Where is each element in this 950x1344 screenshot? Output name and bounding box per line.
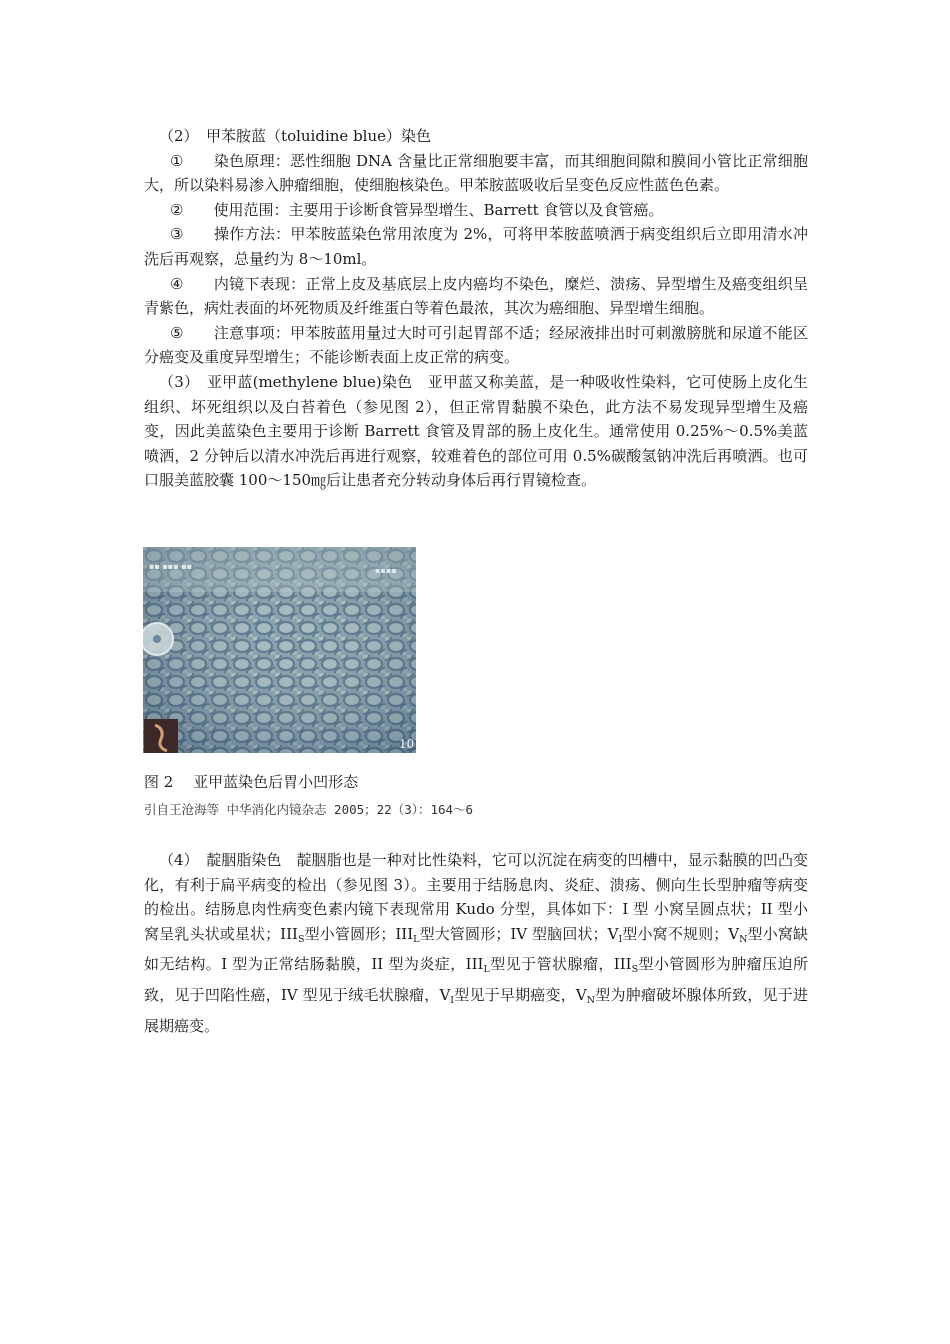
item-text: 使用范围：主要用于诊断食管异型增生、Barrett 食管以及食管癌。 — [213, 200, 664, 219]
list-item — [144, 272, 808, 321]
section-methylene-blue: （3） 亚甲蓝(methylene blue)染色 亚甲蓝又称美蓝，是一种吸收性染料，它可使肠上皮化生组织、坏死组织以及白苔着色（参见图 2），但正常胃黏膜不染色，此方法不易发现异型增生及癌变，因此美蓝染色主要用于诊断 Barrett 食管及胃部的肠上皮化生。通常使用 0.25%～0.5%美蓝喷洒，2 分钟后以清水冲洗后再进行观察，较难着色的部位可用 0.5%碳酸氢钠冲洗后再喷洒。也可口服美蓝胶囊 100～150㎎后让患者充分转动身体后再行胃镜检查。 — [144, 372, 808, 490]
svg-text:▪▪▪▪: ▪▪▪▪ — [375, 566, 397, 575]
item-number: ⑤ — [170, 323, 184, 342]
text-run: 型小窝缺如无结构。I 型为正常结肠黏膜，II 型为炎症，III — [144, 924, 808, 974]
subscript: S — [631, 964, 639, 976]
gastric-mucosa-picture — [143, 547, 416, 753]
text-run: 型小管圆形；III — [304, 924, 414, 943]
item-number: ④ — [170, 274, 184, 293]
section-heading: （2） 甲苯胺蓝（toluidine blue）染色 — [159, 127, 432, 145]
endoscopy-image — [143, 547, 416, 753]
subscript: I — [618, 933, 623, 945]
item-text: 操作方法：甲苯胺蓝染色常用浓度为 2%，可将甲苯胺蓝喷洒于病变组织后立即用清水冲洗后再观察，总量约为 8～10ml。 — [144, 225, 808, 268]
item-number: ② — [170, 200, 184, 219]
list-item — [144, 321, 808, 370]
item-text: 染色原理：恶性细胞 DNA 含量比正常细胞要丰富，而其细胞间隙和膜间小管比正常细胞大，所以染料易渗入肿瘤细胞，使细胞核染色。甲苯胺蓝吸收后呈变色反应性蓝色色素。 — [144, 151, 808, 195]
subscript: N — [586, 994, 596, 1006]
section-toluidine-blue — [144, 124, 808, 493]
text-run: 型小窝不规则；V — [622, 924, 740, 943]
item-number: ③ — [170, 225, 184, 244]
svg-text:▪▪ ▪▪▪ ▪▪: ▪▪ ▪▪▪ ▪▪ — [149, 562, 193, 571]
text-run: 型为肿瘤破坏腺体所致，见于进展期癌变。 — [144, 985, 808, 1035]
section-indigo-carmine-text — [144, 848, 808, 1038]
item-number: ① — [170, 151, 184, 170]
subscript: L — [483, 964, 490, 976]
subscript: S — [297, 933, 305, 945]
section-indigo-carmine — [144, 848, 808, 1038]
item-text: 注意事项：甲苯胺蓝用量过大时可引起胃部不适；经尿液排出时可刺激膀胱和尿道不能区分癌变及重度异型增生；不能诊断表面上皮正常的病变。 — [144, 323, 808, 367]
list-item — [144, 222, 808, 271]
subscript: L — [413, 933, 420, 945]
figure-corner-number: 10 — [399, 737, 415, 751]
text-run: 型见于早期癌变，V — [454, 985, 587, 1004]
list-item — [144, 149, 808, 198]
text-run: （4） 靛胭脂染色 靛胭脂也是一种对比性染料，它可以沉淀在病变的凹槽中，显示黏膜的凹凸变化，有利于扁平病变的检出（参见图 3）。主要用于结肠息肉、炎症、溃疡、侧向生长型肿瘤等病变的检出。结肠息肉性病变色素内镜下表现常用 Kudo 分型，具体如下：I 型 小窝呈圆点状；II 型小窝呈乳头状或星状；III — [144, 851, 808, 943]
text-run: 型大管圆形；IV 型脑回状；V — [419, 924, 619, 943]
list-item — [144, 198, 808, 223]
figure-caption: 图 2 亚甲蓝染色后胃小凹形态 — [144, 773, 359, 791]
subscript: N — [739, 933, 748, 945]
figure-source: 引自王沧海等 中华消化内镜杂志 2005；22（3）：164～6 — [144, 802, 474, 817]
subscript: I — [450, 994, 455, 1006]
text-run: 型小管圆形为肿瘤压迫所致，见于凹陷性癌，IV 型见于绒毛状腺瘤，V — [144, 955, 808, 1004]
text-run: 型见于管状腺瘤，III — [489, 955, 632, 974]
item-text: 内镜下表现：正常上皮及基底层上皮内癌均不染色，糜烂、溃疡、异型增生及癌变组织呈青紫色，病灶表面的坏死物质及纤维蛋白等着色最浓，其次为癌细胞、异型增生细胞。 — [144, 274, 808, 318]
